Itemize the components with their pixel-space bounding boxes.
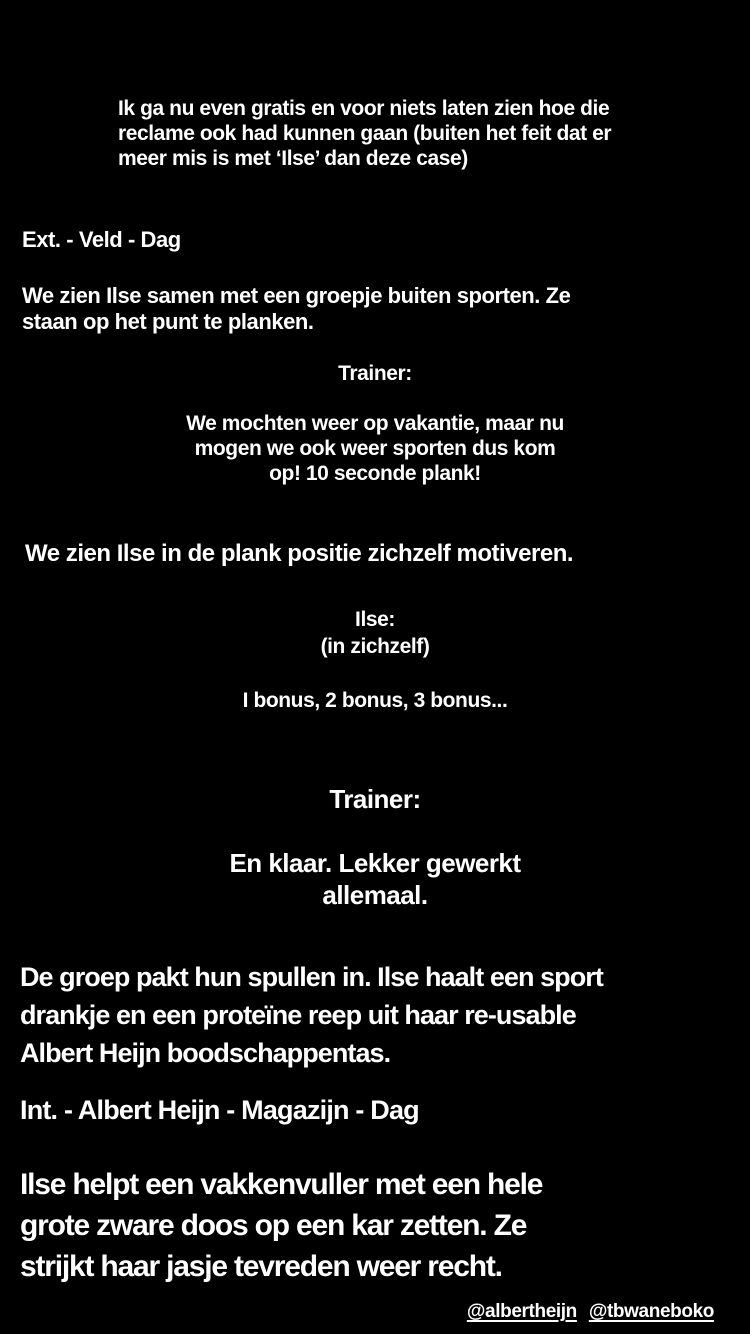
intro-line: Ik ga nu even gratis en voor niets laten zien hoe die: [118, 97, 610, 120]
mention-albertheijn[interactable]: @albertheijn: [466, 1301, 577, 1322]
character-name: Trainer:: [329, 784, 421, 814]
action-line: staan op het punt te planken.: [22, 309, 314, 334]
dialogue-line: En klaar. Lekker gewerkt: [229, 848, 521, 878]
dialogue-block-trainer-2: [0, 783, 750, 911]
action-text-groep: [20, 958, 603, 1072]
scene-heading-int-ah: [20, 1094, 419, 1126]
mention-tbwaneboko[interactable]: @tbwaneboko: [588, 1301, 714, 1322]
intro-line: meer mis is met ‘Ilse’ dan deze case): [118, 147, 468, 170]
action-line: grote zware doos op een kar zetten. Ze: [20, 1209, 527, 1242]
action-line: Ilse helpt een vakkenvuller met een hele: [20, 1168, 543, 1201]
action-text-plank: [25, 540, 573, 568]
action-line: We zien Ilse samen met een groepje buiten sporten. Ze: [22, 283, 571, 308]
action-line: We zien Ilse in de plank positie zichzelf motiveren.: [25, 540, 574, 567]
action-line: Albert Heijn boodschappentas.: [20, 1038, 391, 1068]
dialogue-lines: [0, 847, 750, 911]
dialogue-line: op! 10 seconde plank!: [269, 462, 481, 485]
dialogue-lines: [0, 687, 750, 714]
scene-heading-text: Int. - Albert Heijn - Magazijn - Dag: [20, 1095, 419, 1125]
dialogue-line: I bonus, 2 bonus, 3 bonus...: [242, 689, 508, 712]
parenthetical: (in zichzelf): [320, 635, 430, 658]
action-line: strijkt haar jasje tevreden weer recht.: [20, 1250, 502, 1283]
intro-text: [118, 96, 611, 171]
dialogue-lines: [0, 411, 750, 486]
action-line: drankje en een proteïne reep uit haar re-usable: [20, 1000, 576, 1030]
scene-heading-text: Ext. - Veld - Dag: [22, 227, 181, 252]
scene-heading-ext-veld: [22, 227, 181, 253]
mention-row: [467, 1300, 714, 1324]
action-text-vakkenvuller: [20, 1164, 542, 1287]
dialogue-block-trainer-1: [0, 361, 750, 486]
intro-line: reclame ook had kunnen gaan (buiten het feit dat er: [118, 122, 612, 145]
dialogue-block-ilse: [0, 606, 750, 714]
dialogue-line: allemaal.: [322, 880, 428, 910]
action-text-sporten: [22, 283, 570, 335]
character-name: Trainer:: [338, 362, 412, 385]
dialogue-line: We mochten weer op vakantie, maar nu: [186, 412, 564, 435]
action-line: De groep pakt hun spullen in. Ilse haalt een sport: [20, 962, 603, 992]
dialogue-line: mogen we ook weer sporten dus kom: [194, 437, 556, 460]
character-name: Ilse:: [355, 608, 395, 631]
